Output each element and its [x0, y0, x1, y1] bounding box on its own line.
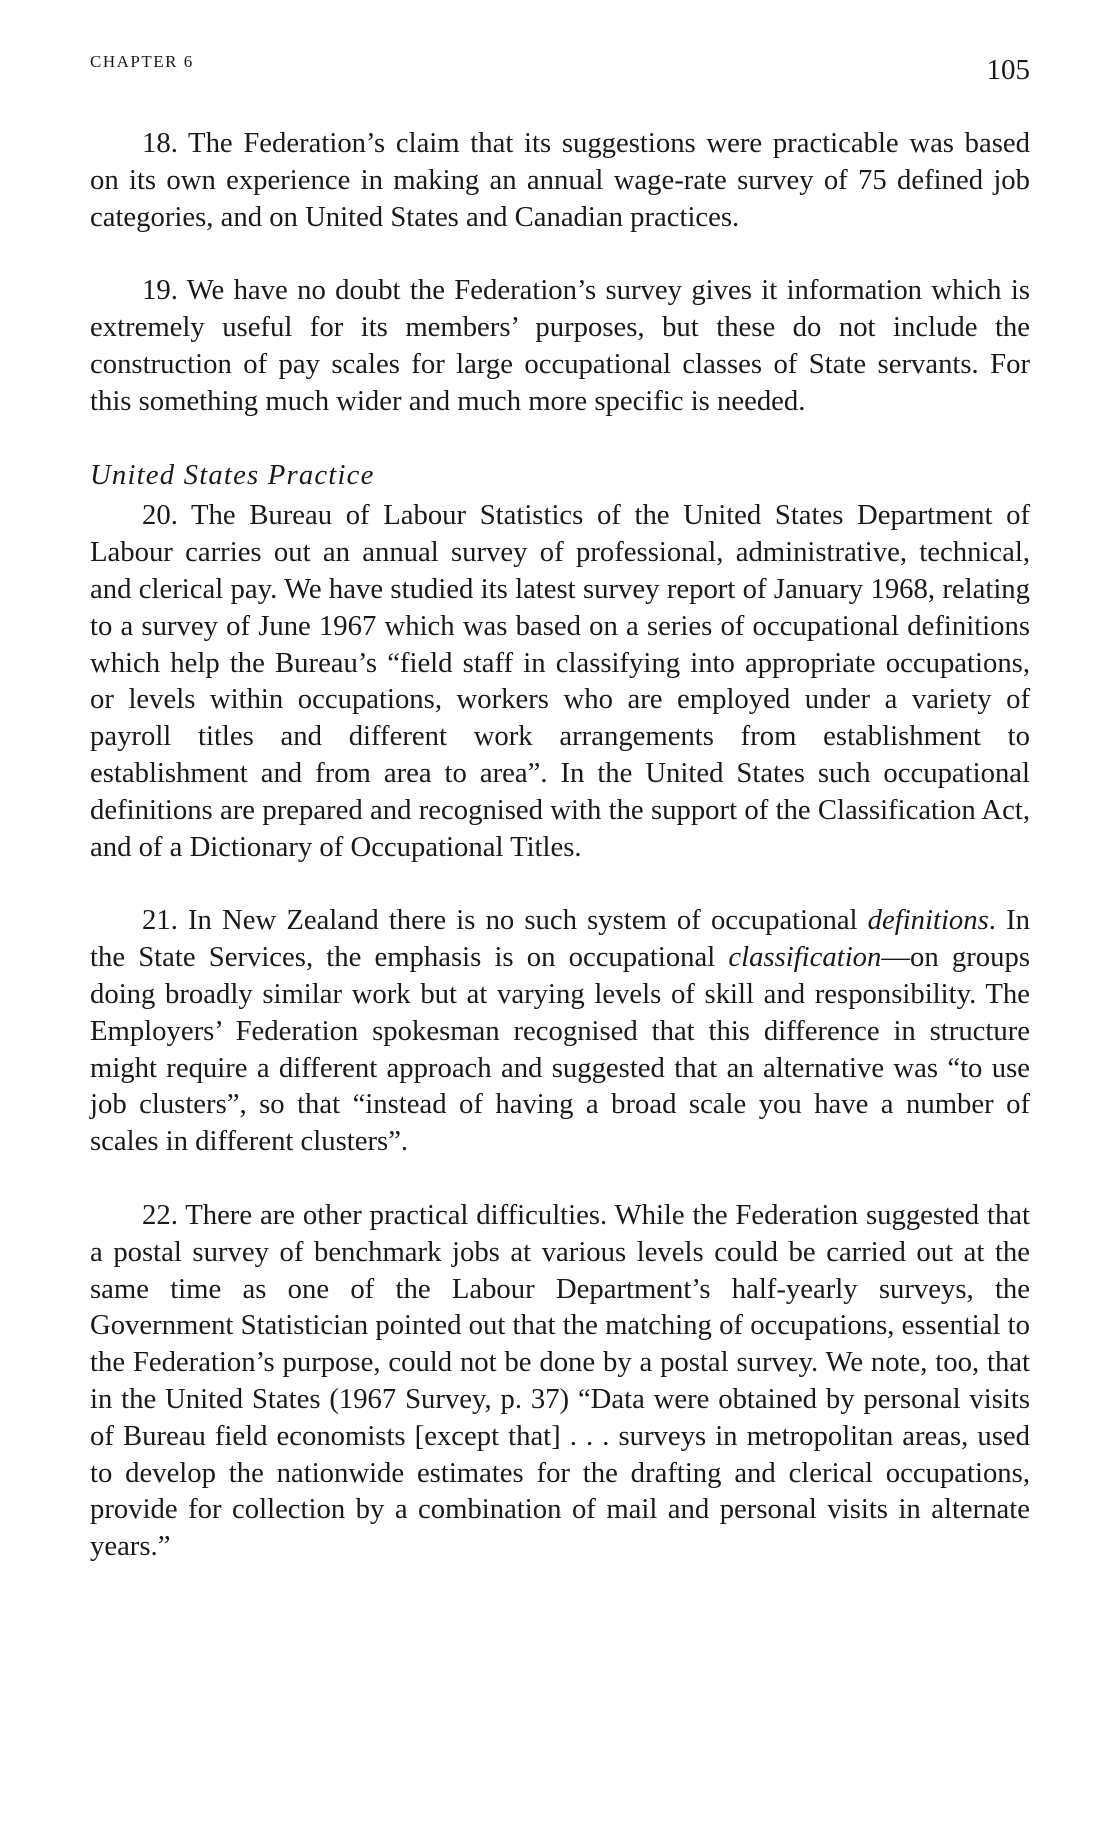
paragraph-number: 18. [142, 127, 178, 159]
paragraph-20 [90, 497, 1030, 865]
running-head [90, 48, 1030, 88]
paragraph-18 [90, 125, 1030, 235]
chapter-label: CHAPTER 6 [90, 52, 194, 71]
paragraph-22 [90, 1197, 1030, 1565]
paragraph-number: 20. [142, 499, 178, 532]
paragraph-text: . In the State Services, the emphasis is on occupational [90, 904, 1030, 974]
body-text [90, 125, 1030, 1565]
paragraph-text: In New Zealand there is no such system of occupational [177, 904, 868, 937]
paragraph-text: The Bureau of Labour Statistics of the United States Department of Labour carries out an annual survey of professional, administrative, technical, and clerical pay. We have studied its latest survey report of January 1968, relating to a survey of June 1967 which was based on a series of occupational definitions which help the Bureau’s “field staff in classifying into appropriate occupations, or levels within occupations, workers who are employed under a variety of payroll titles and different work arrangements from establishment to establishment and from area to area”. In the United States such occupational definitions are prepared and recognised with the support of the Classification Act, and of a Dictionary of Occupational Titles. [90, 499, 1030, 863]
emphasis-definitions: definitions [867, 904, 989, 937]
paragraph-number: 22. [142, 1198, 178, 1231]
page-number: 105 [986, 54, 1030, 86]
paragraph-text: The Federation’s claim that its suggestions were practicable was based on its own experience in making an annual wage-rate survey of 75 defined job categories, and on United States and Canadian practices. [90, 127, 1030, 233]
emphasis-classification: classification [728, 941, 882, 974]
paragraph-number: 19. [142, 274, 178, 307]
paragraph-text: —on groups doing broadly similar work but at varying levels of skill and responsibility. The Employers’ Federation spokesman recognised that this difference in structure might require a different approach and suggested that an alternative was “to use job clusters”, so that “instead of having a broad scale you have a number of scales in different clusters”. [90, 941, 1031, 1158]
paragraph-21 [90, 902, 1030, 1160]
paragraph-number: 21. [142, 904, 178, 937]
paragraph-text: We have no doubt the Federation’s survey gives it information which is extremely useful for its members’ purposes, but these do not include the construction of pay scales for large occupational classes of State servants. For this something much wider and much more specific is needed. [90, 274, 1030, 417]
section-heading: United States Practice [90, 458, 375, 491]
paragraph-text: There are other practical difficulties. While the Federation suggested that a postal survey of benchmark jobs at various levels could be carried out at the same time as one of the Labour Department’s half-yearly surveys, the Government Statistician pointed out that the matching of occupations, essential to the Federation’s purpose, could not be done by a postal survey. We note, too, that in the United States (1967 Survey, p. 37) “Data were obtained by personal visits of Bureau field economists [except that] . . . surveys in metropolitan areas, used to develop the nationwide estimates for the drafting and clerical occupations, provide for collection by a combination of mail and personal visits in alternate years.” [90, 1198, 1030, 1563]
paragraph-19 [90, 272, 1030, 419]
